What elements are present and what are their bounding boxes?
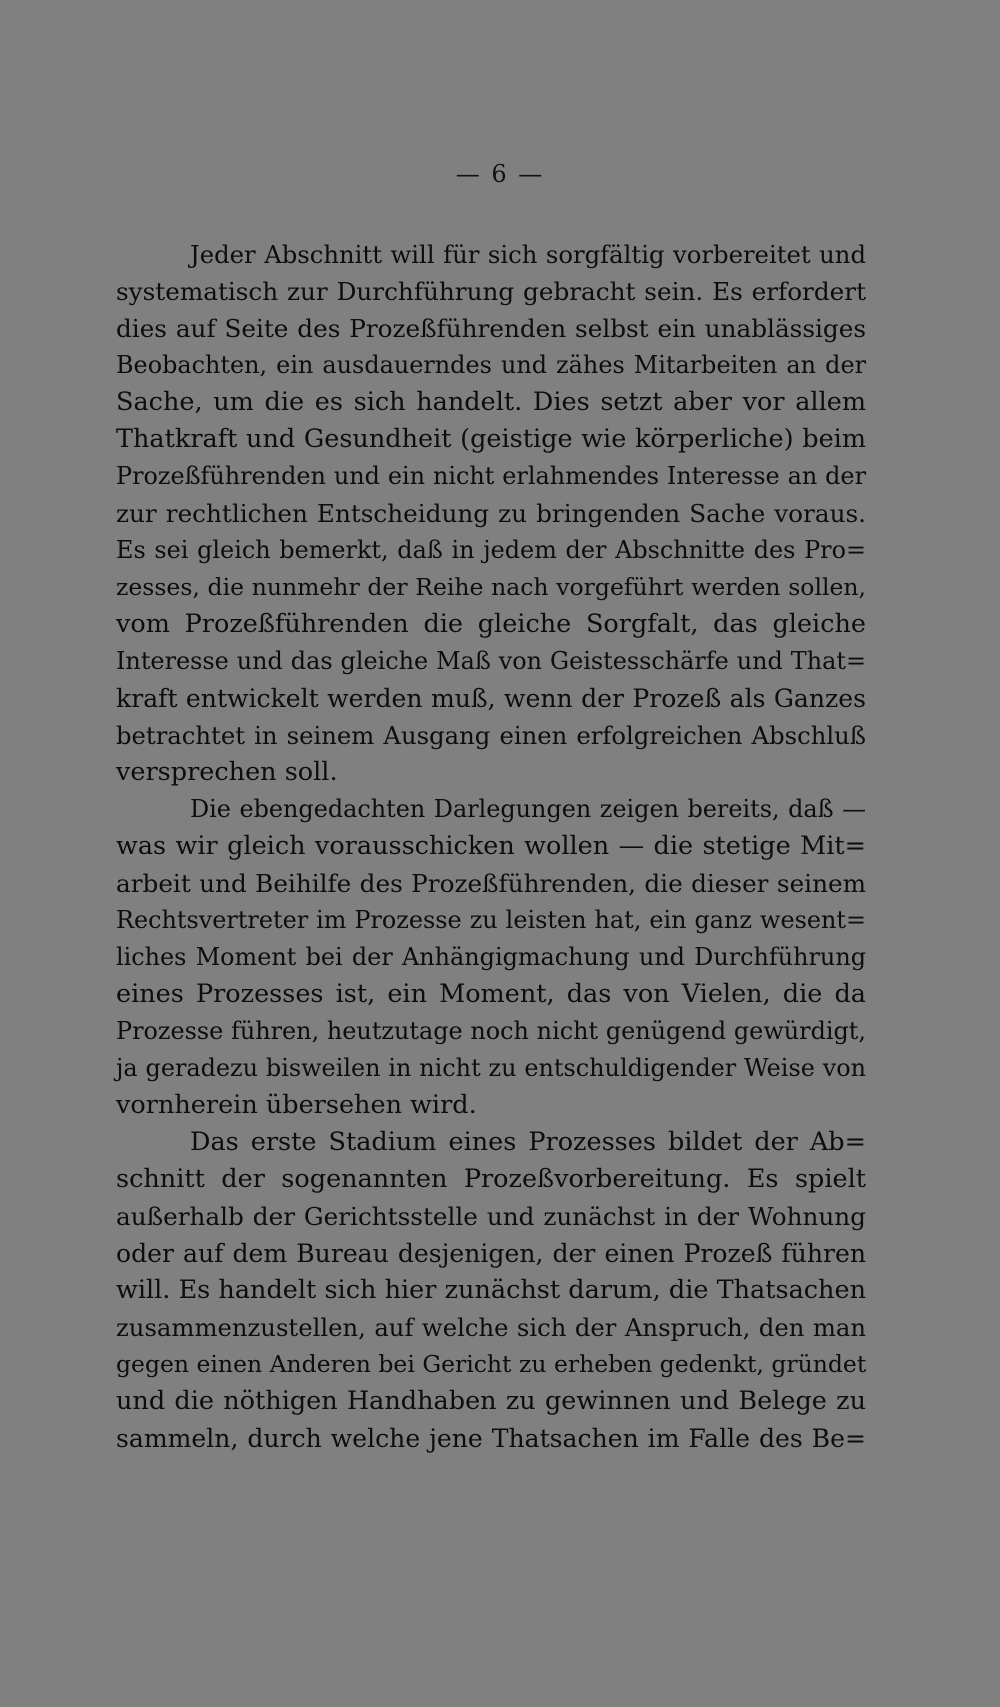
text-line: systematisch zur Durchführung gebracht sein. Es erfordert [116,277,866,306]
text-line: vom Prozeßführenden die gleiche Sorgfalt, das gleiche [116,609,866,639]
text-line: arbeit und Beihilfe des Prozeßführenden, die dieser seinem [116,869,866,898]
text-line: Das erste Stadium eines Prozesses bildet der Ab= [190,1127,866,1157]
text-line: liches Moment bei der Anhängigmachung und Durchführung [116,943,866,971]
text-line: Beobachten, ein ausdauerndes und zähes Mitarbeiten an der [116,351,866,379]
text-line: kraft entwickelt werden muß, wenn der Prozeß als Ganzes [116,684,866,713]
text-line: Prozeßführenden und ein nicht erlahmendes Interesse an der [116,462,866,490]
body-text [116,236,866,1457]
text-line: dies auf Seite des Prozeßführenden selbst ein unablässiges [116,314,866,343]
text-line: zur rechtlichen Entscheidung zu bringenden Sache voraus. [116,499,866,528]
text-line: zusammenzustellen, auf welche sich der Anspruch, den man [116,1313,866,1342]
text-line: Es sei gleich bemerkt, daß in jedem der Abschnitte des Pro= [116,536,866,564]
text-line: Prozesse führen, heutzutage noch nicht genügend gewürdigt, [116,1017,866,1045]
text-line: schnitt der sogenannten Prozeßvorbereitung. Es spielt [116,1164,866,1194]
text-line: was wir gleich vorausschicken wollen — die stetige Mit= [116,831,866,861]
text-line: ja geradezu bisweilen in nicht zu entschuldigender Weise von [116,1054,866,1082]
text-line: Interesse und das gleiche Maß von Geistesschärfe und That= [116,647,866,675]
text-line: Die ebengedachten Darlegungen zeigen bereits, daß — [190,795,866,823]
text-line: will. Es handelt sich hier zunächst darum, die Thatsachen [116,1275,866,1305]
text-line: sammeln, durch welche jene Thatsachen im Falle des Be= [116,1424,866,1453]
text-line: Thatkraft und Gesundheit (geistige wie körperliche) beim [116,424,866,454]
text-line: Rechtsvertreter im Prozesse zu leisten hat, ein ganz wesent= [116,906,866,934]
text-line: Jeder Abschnitt will für sich sorgfältig vorbereitet und [190,240,866,269]
text-line: Sache, um die es sich handelt. Dies setzt aber vor allem [116,387,866,417]
text-line: oder auf dem Bureau desjenigen, der einen Prozeß führen [116,1239,866,1268]
text-line: betrachtet in seinem Ausgang einen erfolgreichen Abschluß [116,721,866,750]
text-line: zesses, die nunmehr der Reihe nach vorgeführt werden sollen, [116,573,866,601]
text-line: eines Prozesses ist, ein Moment, das von Vielen, die da [116,979,866,1009]
text-line: außerhalb der Gerichtsstelle und zunächst in der Wohnung [116,1202,866,1231]
text-line: und die nöthigen Handhaben zu gewinnen und Belege zu [116,1386,866,1416]
page-number: — 6 — [455,160,545,188]
text-line: versprechen soll. [116,757,338,787]
text-line: vornherein übersehen wird. [116,1090,477,1120]
text-line: gegen einen Anderen bei Gericht zu erheben gedenkt, gründet [116,1350,867,1378]
